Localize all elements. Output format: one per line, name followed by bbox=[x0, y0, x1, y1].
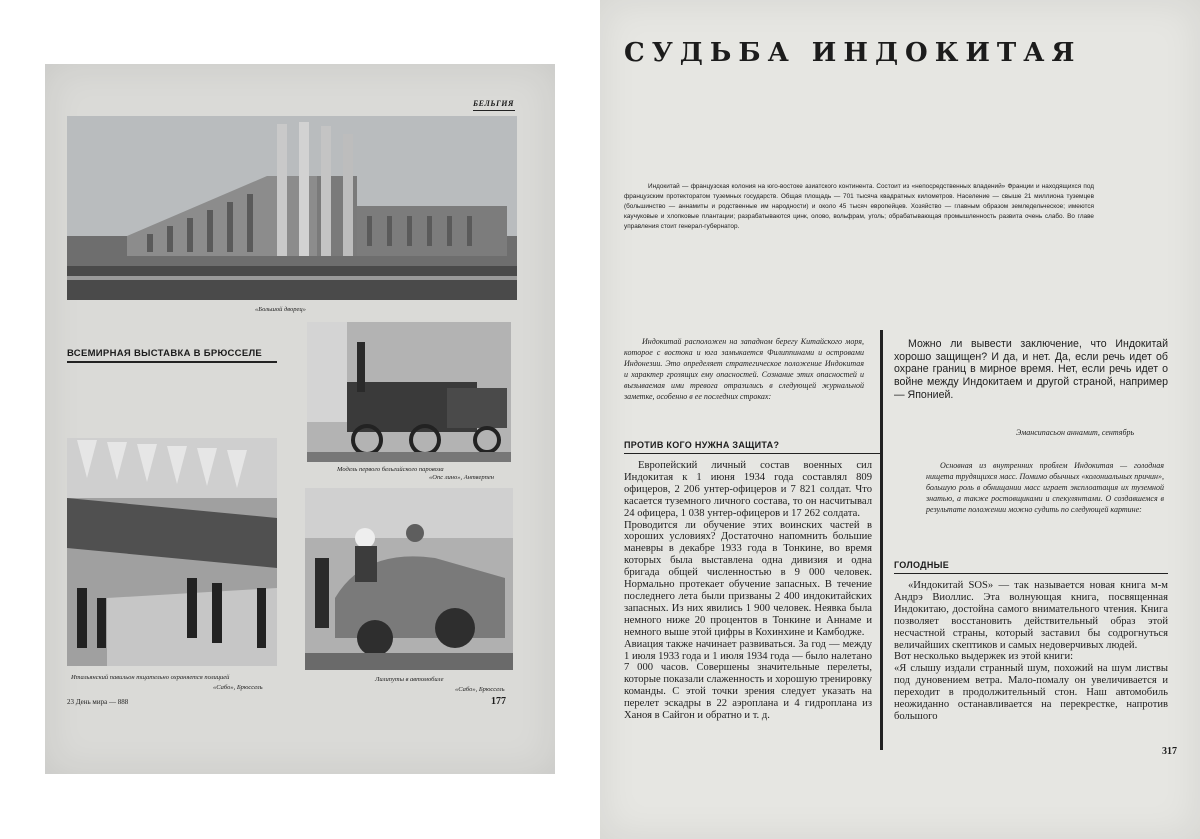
section1-rule bbox=[624, 453, 880, 454]
locomotive-photo bbox=[307, 322, 511, 462]
quote-body: Можно ли вывести заключение, что Индокитай хорошо защищен? И да, и нет. Да, если речь идет об охране границ в мирное время. Нет, если речь идет о войне между Индокитаем и другой страной, например — Японией. bbox=[894, 338, 1168, 401]
italian-credit: «Сабо», Брюссель bbox=[213, 684, 263, 691]
locomotive-credit: «Опс лино», Антверпен bbox=[429, 474, 494, 481]
section1-heading: ПРОТИВ КОГО НУЖНА ЗАЩИТА? bbox=[624, 440, 780, 450]
italian-pavilion-photo bbox=[67, 438, 277, 666]
exhibition-title: ВСЕМИРНАЯ ВЫСТАВКА В БРЮССЕЛЕ bbox=[67, 348, 263, 359]
lead-italic: Индокитай расположен на западном берегу Китайского моря, которое с востока и юга замыкается Филиппинами и островами Индонезии. Это определяет стратегическое положение Индокитая и характер грозящих ему опасностей. Сознание этих опасностей и вызываемая ими тревога отразились в следующей журнальной заметке, особенно в ее последних строках: bbox=[624, 337, 864, 401]
lilliput-credit: «Сабо», Брюссель bbox=[455, 686, 505, 693]
lilliput-photo bbox=[305, 488, 513, 670]
right-page bbox=[600, 0, 1200, 839]
section1-body: Европейский личный состав военных сил Индокитая к 1 июня 1934 года составлял 809 офицеров, 2 206 унтер-офицеров и 7 821 солдат. Что касается туземного личного состава, то он насчитывал 24 офицера, 1 038 унтер-офицеров и 17 262 солдата. Проводится ли обучение этих воинских частей в хороших условиях? Достаточно напомнить большие маневры в декабре 1933 года в Тонкине, во время которых была выставлена одна дивизия и одна бригада общей численностью в 9 000 человек. Нормально протекает обучение запасных. В течение последнего лета были призваны 2 400 индокитайских запасных. Из них явились 1 900 человек. Неявка была немного ниже 20 процентов в Тонкине и Аннаме и немного выше этой цифры в Кохинхине и Камбодже. Авиация также начинает развиваться. За год — между 1 июля 1933 года и 1 июля 1934 года — было налетано 7 000 часов. Совершены значительные перелеты, которые показали слаженность и хорошую тренировку команды. С этой точки зрения следует указать на перелет эскадры в 22 аэроплана и 4 гидроплана из Ханоя в Сайгон и обратно и т. д. bbox=[624, 460, 872, 722]
intro-paragraph: Индокитай — французская колония на юго-востоке азиатского континента. Состоит из «непосредственных владений» Франции и находящихся под французским протекторатом туземных государств. Общая площадь — 701 тысяча квадратных километров. Население — свыше 21 миллиона туземцев (большинство — аннамиты и родственные им народности) и около 45 тысяч европейцев. Хозяйство — главным образом земледельческое; имеются каучуковые и хлопковые плантации; разрабатываются цинк, олово, вольфрам, уголь; обрабатывающая промышленность развита очень слабо. Во главе управления стоит генерал-губернатор. bbox=[624, 183, 1094, 230]
palace-caption: «Большой дворец» bbox=[255, 306, 306, 313]
section2-rule bbox=[894, 573, 1168, 574]
footer-left: 23 День мира — 888 bbox=[67, 698, 129, 706]
left-page-number: 177 bbox=[491, 696, 506, 707]
exhibition-title-rule bbox=[67, 361, 277, 363]
lilliput-caption: Лилипуты в автомобиле bbox=[375, 676, 444, 683]
section2-body: «Индокитай SOS» — так называется новая книга м-м Андрэ Виоллис. Эта волнующая книга, посвященная Индокитаю, достойна самого внимательного чтения. Книга позволяет восстановить действительный образ этой несчастной страны, который заставил бы содрогнуться величайших скептиков и самых недоверчивых людей. Вот несколько выдержек из этой книги: «Я слышу издали странный шум, похожий на шум листвы под дуновением ветра. Мало-помалу он увеличивается и переходит в продолжительный стон. Наш автомобиль неожиданно останавливается на перекрестке, напротив большого bbox=[894, 580, 1168, 722]
section-label-rule bbox=[473, 110, 515, 111]
section2-heading: ГОЛОДНЫЕ bbox=[894, 560, 950, 570]
problem-italic: Основная из внутренних проблем Индокитая — голодная нищета трудящихся масс. Помимо обычных «колониальных причин», большую роль в обнищании масс играет эксплоатация их туземной знатью, а также ростовщиками и спекулянтами. О создавшемся в результате положении можно судить по следующей картине: bbox=[926, 461, 1164, 514]
section-label: БЕЛЬГИЯ bbox=[473, 99, 515, 108]
column-divider bbox=[880, 330, 883, 750]
locomotive-caption: Модель первого бельгийского паровоза bbox=[337, 466, 444, 473]
article-title: СУДЬБА ИНДОКИТАЯ bbox=[624, 38, 1082, 68]
right-page-number: 317 bbox=[1162, 746, 1177, 757]
quote-source: Эмансипасьон аннамит, сентябрь bbox=[1016, 428, 1135, 437]
left-page bbox=[45, 64, 555, 774]
italian-caption: Итальянский павильон тщательно охраняется полицией bbox=[71, 674, 230, 681]
palace-photo bbox=[67, 116, 517, 300]
